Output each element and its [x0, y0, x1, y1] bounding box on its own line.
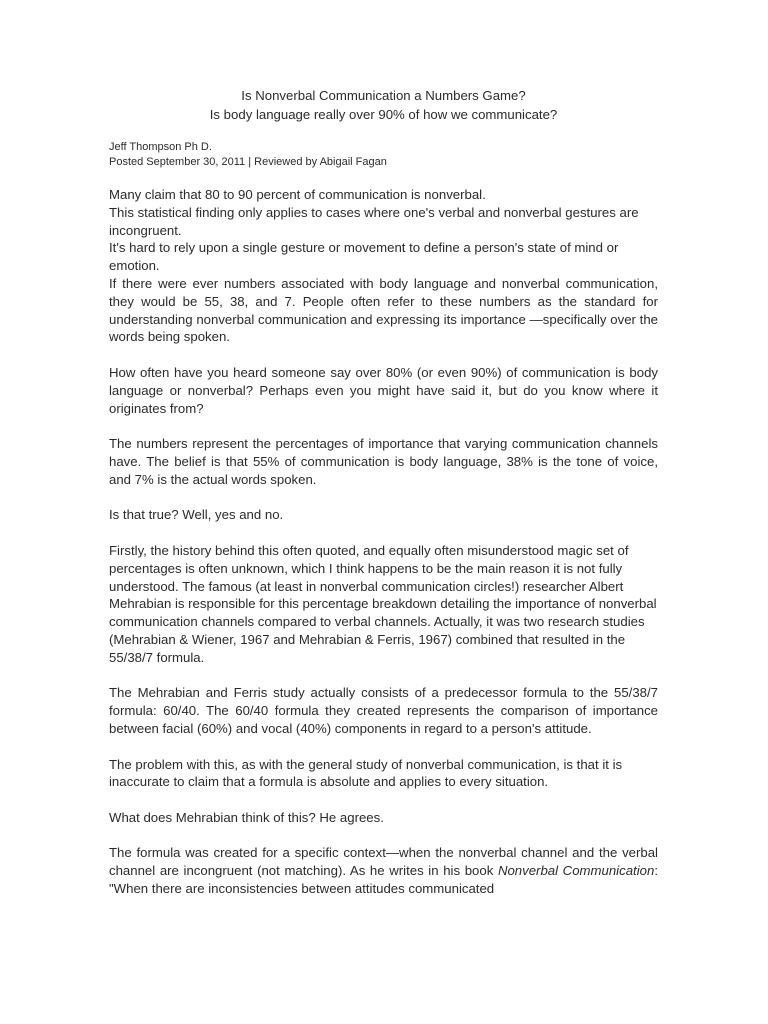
paragraph: The problem with this, as with the general study of nonverbal communication, is that it is inaccurate to claim that a formula is absolute and applies to every situation.: [109, 756, 623, 790]
paragraph: What does Mehrabian think of this? He agrees.: [109, 809, 384, 825]
author-line: Jeff Thompson Ph D.: [109, 141, 212, 153]
posted-line: Posted September 30, 2011 | Reviewed by Abigail Fagan: [109, 156, 387, 168]
article-body: [109, 186, 658, 898]
last-text-after: : "When there are inconsistencies between attitudes communicated: [109, 863, 658, 897]
paragraph: Firstly, the history behind this often quoted, and equally often misunderstood magic set of percentages is often unknown, which I think happens to be the main reason it is not fully understood. The famous (at least in nonverbal communication circles!) researcher Albert Mehrabian is responsible for this percentage breakdown detailing the importance of nonverbal communication channels compared to verbal channels. Actually, it was two research studies (Mehrabian & Wiener, 1967 and Mehrabian & Ferris, 1967) combined that resulted in the 55/38/7 formula.: [109, 542, 657, 665]
paragraph: Is that true? Well, yes and no.: [109, 507, 284, 523]
intro-line: This statistical finding only applies to cases where one's verbal and nonverbal gestures are incongruent.: [109, 204, 639, 238]
document-page: [109, 86, 658, 916]
page-title: Is Nonverbal Communication a Numbers Game?: [241, 88, 526, 103]
intro-line: It's hard to rely upon a single gesture or movement to define a person's state of mind or emotion.: [109, 240, 619, 274]
intro-line: If there were ever numbers associated with body language and nonverbal communication, they would be 55, 38, and 7. People often refer to these numbers as the standard for understanding nonverbal communication and expressing its importance —specifically over the words being spoken.: [109, 275, 658, 345]
title-block: [89, 86, 678, 124]
paragraph: The Mehrabian and Ferris study actually consists of a predecessor formula to the 55/38/7 formula: 60/40. The 60/40 formula they created represents the comparison of importance between facial (60%) and vocal (40%) components in regard to a person's attitude.: [109, 685, 658, 736]
paragraph-last: [109, 844, 658, 897]
page-subtitle: Is body language really over 90% of how we communicate?: [209, 107, 558, 122]
paragraph: How often have you heard someone say over 80% (or even 90%) of communication is body language or nonverbal? Perhaps even you might have said it, but do you know where it originates from?: [109, 364, 658, 416]
article-meta: [109, 140, 658, 170]
last-text-before: The formula was created for a specific context—when the nonverbal channel and the verbal channel are incongruent (not matching). As he writes in his book: [109, 845, 658, 879]
intro-paragraph: [109, 186, 658, 346]
paragraph: The numbers represent the percentages of importance that varying communication channels have. The belief is that 55% of communication is body language, 38% is the tone of voice, and 7% is the actual words spoken.: [109, 436, 658, 487]
intro-line: Many claim that 80 to 90 percent of communication is nonverbal.: [109, 187, 486, 202]
book-title: Nonverbal Communication: [497, 863, 655, 879]
